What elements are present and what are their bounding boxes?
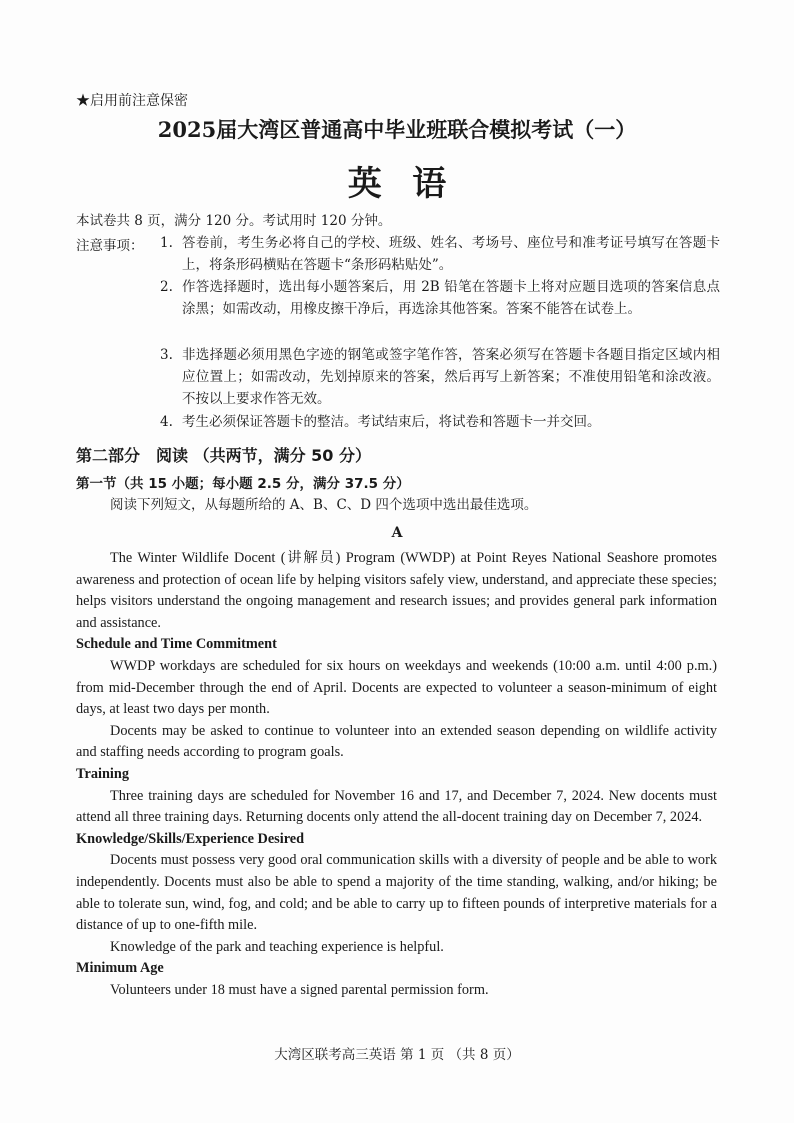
notice-text: 非选择题必须用黑色字迹的钢笔或签字笔作答，答案必须写在答题卡各题目指定区域内相应位置上；如需改动，先划掉原来的答案，然后再写上新答案；不准使用铅笔和涂改液。不按以上要求作答无效。 <box>182 347 720 407</box>
passage-heading: Minimum Age <box>76 960 164 977</box>
notice-item <box>160 411 720 433</box>
section-instruction: 阅读下列短文，从每题所给的 A、B、C、D 四个选项中选出最佳选项。 <box>110 497 538 513</box>
notice-item <box>160 232 720 276</box>
notice-item <box>160 276 720 320</box>
passage-body <box>76 548 717 1001</box>
passage-label: A <box>391 525 403 541</box>
notice-text: 答卷前，考生务必将自己的学校、班级、姓名、考场号、座位号和准考证号填写在答题卡上，将条形码横贴在答题卡“条形码粘贴处”。 <box>182 235 720 273</box>
notice-number: 1. <box>160 235 173 251</box>
notice-text: 作答选择题时，选出每小题答案后，用 2B 铅笔在答题卡上将对应题目选项的答案信息点涂黑；如需改动，用橡皮擦干净后，再选涂其他答案。答案不能答在试卷上。 <box>182 279 720 317</box>
passage-paragraph: Three training days are scheduled for November 16 and 17, and December 7, 2024. New docents must attend all three training days. Returning docents only attend the all-docent training day on December 7, 2024. <box>76 787 717 826</box>
passage-paragraph: WWDP workdays are scheduled for six hours on weekdays and weekends (10:00 a.m. until 4:00 p.m.) from mid-December through the end of April. Docents are expected to volunteer a season-minimum of eight days, at least two days per month. <box>76 657 717 718</box>
passage-paragraph: Docents must possess very good oral communication skills with a diversity of people and be able to work independently. Docents must also be able to spend a majority of the time standing, walking, and/or hiking; be able to tolerate sun, wind, fog, and cold; and be able to carry up to fifteen pounds of interpretive materials for a distance of up to one-fifth mile. <box>76 852 717 934</box>
notice-number: 4. <box>160 414 173 430</box>
notice-item <box>160 344 720 410</box>
passage-paragraph: The Winter Wildlife Docent (讲解员) Program (WWDP) at Point Reyes National Seashore promotes awareness and protection of ocean life by helping visitors safely view, understand, and appreciate these species; helps visitors understand the ongoing management and research issues; and provides general park information and assistance. <box>76 550 717 631</box>
passage-paragraph: Knowledge of the park and teaching experience is helpful. <box>110 938 444 955</box>
subject-title: 英语 <box>347 164 477 204</box>
passage-paragraph: Docents may be asked to continue to volunteer into an extended season depending on wildlife activity and staffing needs according to program goals. <box>76 722 717 761</box>
notice-number: 3. <box>160 347 173 363</box>
paper-info: 本试卷共 8 页，满分 120 分。考试用时 120 分钟。 <box>76 213 392 229</box>
confidential-mark: ★启用前注意保密 <box>76 93 188 109</box>
passage-heading: Knowledge/Skills/Experience Desired <box>76 830 305 847</box>
notice-text: 考生必须保证答题卡的整洁。考试结束后，将试卷和答题卡一并交回。 <box>182 414 601 430</box>
notice-number: 2. <box>160 279 173 295</box>
notice-label: 注意事项： <box>76 238 144 254</box>
passage-heading: Training <box>76 765 129 782</box>
exam-title: 2025届大湾区普通高中毕业班联合模拟考试（一） <box>157 117 637 142</box>
section-title: 第一节（共 15 小题；每小题 2.5 分，满分 37.5 分） <box>76 476 410 492</box>
passage-heading: Schedule and Time Commitment <box>76 636 277 653</box>
part-title: 第二部分 阅读 （共两节，满分 50 分） <box>76 446 371 465</box>
passage-paragraph: Volunteers under 18 must have a signed parental permission form. <box>110 981 489 998</box>
page-footer: 大湾区联考高三英语 第 1 页 （共 8 页） <box>274 1047 520 1063</box>
